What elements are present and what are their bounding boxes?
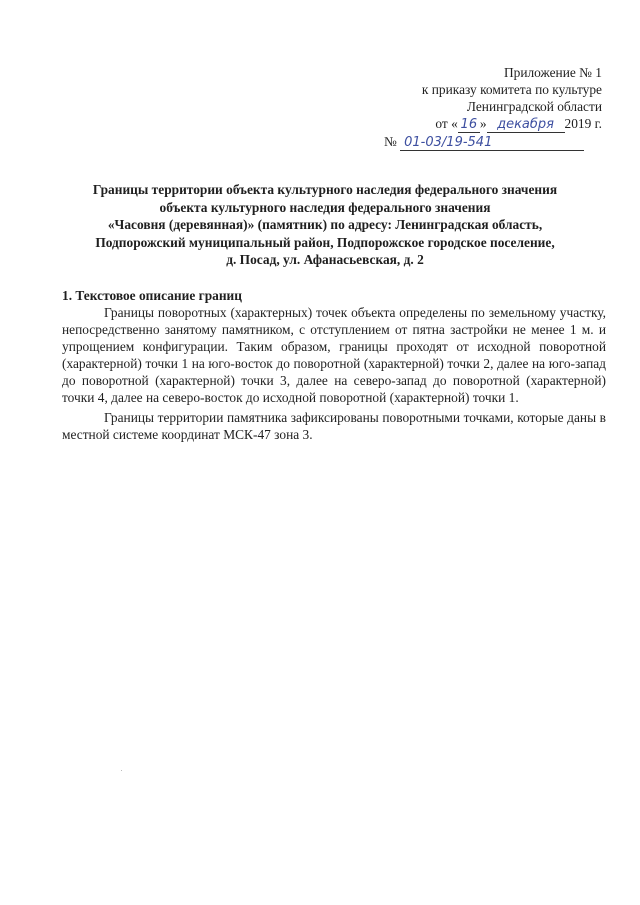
number-prefix: № bbox=[384, 134, 397, 149]
appendix-header bbox=[372, 64, 602, 151]
scan-speck bbox=[121, 770, 122, 771]
order-date bbox=[372, 115, 602, 133]
handwritten-day: 16 bbox=[458, 118, 480, 133]
title-line-5: д. Посад, ул. Афанасьевская, д. 2 bbox=[226, 252, 424, 267]
title-line-4: Подпорожский муниципальный район, Подпорожское городское поселение, bbox=[95, 234, 555, 250]
date-separator: » bbox=[479, 116, 487, 131]
appendix-number: Приложение № 1 bbox=[503, 65, 602, 80]
coordinates-paragraph: Границы территории памятника зафиксированы поворотными точками, которые даны в местной системе координат МСК-47 зона 3. bbox=[62, 410, 606, 442]
handwritten-month: декабря bbox=[487, 118, 565, 133]
order-number bbox=[372, 133, 602, 151]
document-title bbox=[40, 181, 610, 269]
title-line-2: объекта культурного наследия федерального значения bbox=[159, 199, 491, 215]
order-reference: к приказу комитета по культуре bbox=[421, 82, 602, 97]
date-year: 2019 г. bbox=[564, 116, 602, 131]
date-prefix: от « bbox=[435, 116, 458, 131]
handwritten-number: 01-03/19-541 bbox=[400, 136, 584, 151]
section-heading: 1. Текстовое описание границ bbox=[62, 288, 242, 303]
region-name: Ленинградской области bbox=[466, 99, 602, 114]
title-line-3: «Часовня (деревянная)» (памятник) по адресу: Ленинградская область, bbox=[107, 217, 543, 232]
boundary-paragraph: Границы поворотных (характерных) точек объекта определены по земельному участку, непосредственно занятому памятником, с отступлением от пятна застройки не менее 1 м. и упрощением конфигурации. Таким образом, границы проходят от исходной поворотной (характерной) точки 1 на юго-восток до поворотной (характерной) точки 2, далее на юго-запад до поворотной (характерной) точки 3, далее на северо-запад до поворотной (характерной) точки 4, далее на северо-восток до исходной поворотной (характерной) точки 1. bbox=[62, 305, 606, 405]
title-line-1: Границы территории объекта культурного наследия федерального значения bbox=[92, 182, 558, 197]
boundary-description-section bbox=[62, 287, 606, 443]
